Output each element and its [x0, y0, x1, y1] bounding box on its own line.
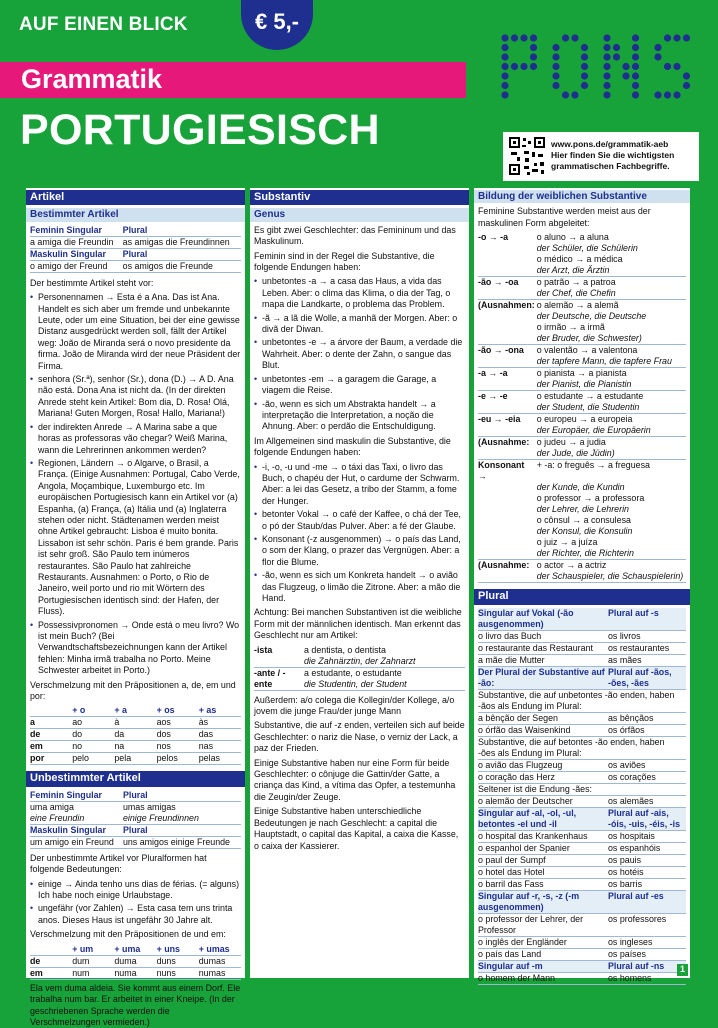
paragraph: Achtung: Bei manchen Substantiven ist die weibliche Form mit der männlichen identisch. Man erkennt das Geschlecht nur am Artikel:: [254, 607, 462, 641]
ending-cell: [478, 254, 537, 265]
table-row: [478, 356, 686, 368]
definite-article-table: Feminin Singular Plural a amiga die Freundin as amigas die Freundinnen Maskulin Singular Plural o amigo der Freund os amigos die Freunde: [30, 225, 241, 273]
ending-cell: [478, 265, 537, 277]
indefinite-article-table: Feminin Singular Plural uma amiga umas amigas eine Freundin einige Freundinnen Maskulin Singular Plural um amigo ein Freund uns amigos einige Freunde: [30, 790, 241, 849]
subsection-heading: Bildung der weiblichen Substantive: [474, 190, 690, 203]
subsection-heading: Bestimmter Artikel: [26, 208, 245, 221]
logo-dot: [562, 34, 569, 41]
ending-cell: [478, 402, 537, 414]
table-row: [478, 322, 686, 333]
logo-dot: [654, 53, 661, 60]
subsection-heading: Genus: [250, 208, 469, 221]
ending-cell: (Ausnahme:: [478, 560, 530, 571]
ending-cell: -e → -e: [478, 391, 508, 402]
logo-dot: [632, 53, 639, 60]
subtitle: Grammatik: [21, 64, 163, 94]
logo-dot: [632, 72, 639, 79]
list-item: • -ão, wenn es sich um Konkreta handelt → o avião das Flugzeug, o limão die Zitrone. Aber: a mão die Hand.: [254, 570, 465, 604]
paragraph: Verschmelzung mit den Präpositionen a, de, em und por:: [30, 679, 236, 702]
ending-cell: [478, 288, 537, 300]
plural-vowel-table: Singular auf Vokal (-ão ausgenommen) Plural auf -s o livro das Buch os livros o restaurante das Restaurant os restaurantes a mãe die Mutter as mães Der Plural der Substantive auf -ão: Plural auf -ãos, -ões, -ães Substantive, die auf unbetontes -ão enden, haben -ãos als Endung im Plural: a bênção der Segen as bênçãos o órfão das Waisenkind os órfãos Substantive, die auf betontes -ão enden, haben -ões als Endung im Plural: o avião das Flugzeug os aviões o coração das Herz os corações Seltener ist die Endung -ães: o alemão der Deutscher os alemães Singular auf -al, -ol, -ul, betontes -el und -il Plural auf -ais, -óis, -uis, -éis, -is o hospital das Krankenhaus os hospitais o espanhol der Spanier os espanhóis o paul der Sumpf os pauis o hotel das Hotel os hotéis o barril das Fass os barris Singular auf -r, -s, -z (-m ausgenommen) Plural auf -es o professor der Lehrer, der Professor os professores o inglês der Engländer os ingleses o país das Land os países Singular auf -m Plural auf -ns o homem der Mann os homens: [478, 608, 686, 985]
table-row: [478, 526, 686, 537]
logo-dot: [603, 82, 610, 89]
logo-dot: [613, 53, 620, 60]
ending-cell: [478, 425, 537, 437]
table-row: [478, 379, 686, 391]
logo-dot: [552, 44, 559, 51]
logo-dot: [530, 53, 537, 60]
section-heading: Substantiv: [250, 190, 469, 205]
logo-dot: [571, 34, 578, 41]
example-cell: der Richter, die Richterin: [537, 548, 686, 560]
ending-cell: [478, 333, 537, 345]
logo-dot: [571, 91, 578, 98]
ending-cell: [478, 504, 537, 515]
table-row: [478, 571, 686, 583]
ending-cell: [478, 243, 537, 254]
paragraph: Verschmelzung mit den Präpositionen de und em:: [30, 929, 226, 940]
paragraph: Der bestimmte Artikel steht vor:: [30, 277, 154, 288]
paragraph: Feminin sind in der Regel die Substantive, die folgende Endungen haben:: [254, 250, 435, 273]
table-row: [478, 243, 686, 254]
paragraph: Feminine Substantive werden meist aus der maskulinen Form abgeleitet:: [478, 206, 651, 228]
logo-dot: [501, 91, 508, 98]
logo-dot: [632, 82, 639, 89]
page-title: PORTUGIESISCH: [20, 106, 380, 154]
example-cell: o professor → a professora: [536, 493, 645, 504]
example-cell: der Pianist, die Pianistin: [537, 379, 686, 391]
example-cell: der Konsul, die Konsulin: [536, 526, 633, 537]
ending-cell: [478, 515, 537, 526]
list-item: • einige → Ainda tenho uns dias de férias. (= alguns) Ich habe noch einige Urlaubstage.: [30, 879, 241, 902]
logo-dot: [654, 44, 661, 51]
qr-code-icon: [508, 136, 546, 176]
ending-cell: [478, 526, 537, 537]
table-row: [478, 560, 686, 572]
logo-dot: [581, 44, 588, 51]
logo-dot: [552, 63, 559, 70]
page-number: 1: [677, 964, 688, 976]
table-row: [478, 288, 686, 300]
ending-cell: [478, 548, 537, 560]
logo-dot: [530, 44, 537, 51]
logo-dot: [664, 91, 671, 98]
example-cell: o patrão → a patroa: [536, 277, 616, 288]
example-cell: o aluno → a aluna: [536, 232, 609, 243]
ending-cell: [478, 493, 537, 504]
logo-dot: [581, 53, 588, 60]
list-item: • unbetontes -a → a casa das Haus, a vida das Leben. Aber: o clima das Klima, o dia der Tag, o mapa die Landkarte, o problema das Problem.: [254, 276, 465, 310]
example-cell: o actor → a actriz: [536, 560, 607, 571]
logo-dot: [501, 72, 508, 79]
table-row: [478, 368, 686, 380]
table-row: [478, 254, 686, 265]
indefinite-contraction-table: + um + uma + uns + umas de dum duma duns dumas em num numa nuns numas: [30, 944, 241, 980]
table-row: [478, 232, 686, 243]
list-item: • -i, -o, -u und -me → o táxi das Taxi, o livro das Buch, o chapéu der Hut, o cardume der Schwarm. Aber: a lei das Gesetz, a tribo der Stamm, a fome der Hunger.: [254, 462, 465, 508]
table-row: [478, 448, 686, 460]
table-row: [478, 515, 686, 526]
logo-dot: [520, 34, 527, 41]
list-item: • betonter Vokal → o café der Kaffee, o chá der Tee, o pó der Staub/das Pulver. Aber: a fé der Glaube.: [254, 509, 465, 532]
ending-cell: [478, 311, 537, 322]
example-cell: o irmão → a irmã: [536, 322, 605, 333]
list-item: • -ã → a lã die Wolle, a manhã der Morgen. Aber: o divã der Diwan.: [254, 313, 465, 336]
table-row: [478, 504, 686, 515]
logo-dot: [673, 34, 680, 41]
list-item: • der indirekten Anrede → A Marina sabe a que horas as professoras vão chegar? Weiß Marina, wann die Lehrerinnen ankommen werden?: [30, 422, 241, 456]
paragraph: Substantive, die auf -z enden, verteilen sich auf beide Geschlechter: o nariz die Nase, o verniz der Lack, a paz der Frieden.: [254, 720, 465, 754]
logo-dot: [632, 91, 639, 98]
table-row: [478, 333, 686, 345]
paragraph: Es gibt zwei Geschlechter: das Femininum und das Maskulinum.: [254, 224, 456, 247]
logo-dot: [683, 34, 690, 41]
logo-dot: [683, 82, 690, 89]
brand-logo: [497, 30, 702, 100]
paragraph: Einige Substantive haben unterschiedliche Bedeutungen je nach Geschlecht: a capital die Hauptstadt, o capital das Kapital, a caixa die Kasse, o caixa der Kassierer.: [254, 806, 459, 851]
meaning-list: [30, 879, 241, 927]
list-item: • unbetontes -e → a árvore der Baum, a verdade die Wahrheit. Aber: o dente der Zahn, o sangue das Blut.: [254, 337, 465, 371]
logo-dot: [603, 63, 610, 70]
ending-cell: [478, 322, 537, 333]
paragraph: Im Allgemeinen sind maskulin die Substantive, die folgende Endungen haben:: [254, 435, 451, 458]
section-heading: Unbestimmter Artikel: [26, 771, 245, 786]
list-item: • -ão, wenn es sich um Abstrakta handelt → a interpretação die Interpretation, a noção die Ahnung. Aber: o perdão die Entschuldigung.: [254, 399, 465, 433]
example-cell: der Schüler, die Schülerin: [536, 243, 638, 254]
logo-dot: [501, 82, 508, 89]
qr-info-box: [503, 132, 699, 181]
section-heading: Artikel: [26, 190, 245, 205]
table-row: [478, 482, 686, 493]
logo-dot: [673, 91, 680, 98]
table-row: [478, 402, 686, 414]
table-row: [478, 345, 686, 357]
qr-note-1: Hier finden Sie die wichtigsten: [551, 150, 675, 160]
logo-dot: [603, 44, 610, 51]
ending-cell: -ão → -ona: [478, 345, 524, 356]
logo-dot: [511, 34, 518, 41]
table-row: [478, 548, 686, 560]
paragraph: Ela vem duma aldeia. Sie kommt aus einem Dorf. Ele trabalha num bar. Er arbeitet in einer Kneipe. (In der geschriebenen Sprache werden die Verschmelzungen vermieden.): [30, 982, 241, 1027]
qr-note-2: grammatischen Fachbegriffe.: [551, 161, 670, 171]
ending-cell: Konsonant →: [478, 460, 525, 482]
logo-dot: [501, 53, 508, 60]
logo-dot: [683, 72, 690, 79]
example-cell: der Jude, die Jüdin): [537, 448, 686, 460]
table-row: [478, 265, 686, 277]
preposition-contraction-table: + o + a + os + as a ao à aos às de do da dos das em no na nos nas por pelo pela pelos pelas: [30, 705, 241, 765]
logo-dot: [632, 34, 639, 41]
example-cell: der Chef, die Chefin: [537, 288, 686, 300]
ending-cell: -o → -a: [478, 232, 509, 243]
example-cell: o europeu → a europeia: [536, 414, 633, 425]
logo-dot: [664, 34, 671, 41]
ending-cell: [478, 537, 537, 548]
logo-dot: [654, 91, 661, 98]
example-cell: der Arzt, die Ärztin: [537, 265, 686, 277]
logo-dot: [622, 63, 629, 70]
ending-cell: -ão → -oa: [478, 277, 519, 288]
example-cell: o cônsul → a consulesa: [536, 515, 631, 526]
list-item: • Personennamen → Esta é a Ana. Das ist Ana. Handelt es sich aber um fremde und unbekannte Leute, oder um eine Situation, bei der eine gewisse Distanz ausgedrückt werden soll, fällt der Artikel weg: João de Miranda será o novo presidente da firma. João de Miranda wird der neue Präsident der Firma.: [30, 292, 241, 372]
ending-cell: [478, 571, 537, 583]
column-substantiv: [250, 188, 469, 978]
feminine-formation-table: [478, 232, 686, 583]
paragraph: Einige Substantive haben nur eine Form für beide Geschlechter: o cônjuge die Gattin/der Gatte, a criança das Kind, a vítima das Opfer, a testemunha die Zeugin/der Zeuge.: [254, 757, 456, 802]
logo-dot: [622, 72, 629, 79]
example-cell: o pianista → a pianista: [536, 368, 627, 379]
logo-dot: [581, 63, 588, 70]
table-row: [478, 493, 686, 504]
logo-dot: [530, 63, 537, 70]
example-cell: o juiz → a juíza: [536, 537, 598, 548]
logo-dot: [603, 91, 610, 98]
list-item: • senhora (Sr.ª), senhor (Sr.), dona (D.) → A D. Ana não está. Dona Ana ist nicht da. (In der direkten Anrede steht kein Artikel: Bom dia, D. Rosa! Olá, Mariana! Guten Morgen, Rosa! Hallo, Mariana!): [30, 374, 241, 420]
ending-cell: (Ausnahmen:: [478, 300, 535, 311]
table-row: [478, 391, 686, 403]
logo-dot: [632, 63, 639, 70]
logo-dot: [581, 82, 588, 89]
logo-dot: [552, 82, 559, 89]
example-cell: o estudante → a estudante: [536, 391, 644, 402]
logo-dot: [581, 72, 588, 79]
logo-dot: [632, 44, 639, 51]
ending-cell: [478, 448, 537, 460]
example-cell: der Europäer, die Europäerin: [537, 425, 686, 437]
column-bildung-plural: [474, 188, 690, 983]
ending-cell: [478, 379, 537, 391]
list-item: • Regionen, Ländern → o Algarve, o Brasil, a França. (Einige Ausnahmen: Portugal, Cabo Verde, Angola, Moçambique, Luxemburgo etc. Im europäischen Portugiesisch kann ein Artikel vor (a) Espanha, (a) França, (a) Itália und (a) Inglaterra stehen oder nicht. Städtenamen werden meist ohne Artikel gebraucht: Lisboa é muito bonita. Lissabon ist sehr schön. Paris é bem grande. Paris ist sehr groß. São Paulo tem inúmeros restaurantes. São Paulo hat zahlreiche Restaurants. Ausnahmen: o Porto, o Rio de Janeiro, weil porto und rio mit Wörtern des Portugiesischen identisch sind: der Hafen, der Fluss).: [30, 458, 241, 618]
table-row: [478, 425, 686, 437]
table-row: [478, 311, 686, 322]
table-row: [478, 277, 686, 289]
list-item: • Konsonant (-z ausgenommen) → o país das Land, o som der Klang, o prazer das Vergnügen. Aber: a flor die Blume.: [254, 534, 465, 568]
paragraph: Der unbestimmte Artikel vor Pluralformen hat folgende Bedeutungen:: [30, 852, 207, 875]
example-cell: der Kunde, die Kundin: [536, 482, 625, 493]
logo-dot: [501, 44, 508, 51]
logo-dot: [511, 63, 518, 70]
list-item: • ungefähr (vor Zahlen) → Esta casa tem uns trinta anos. Dieses Haus ist ungefähr 30 Jahre alt.: [30, 903, 241, 926]
usage-list: [30, 292, 241, 676]
logo-dot: [520, 63, 527, 70]
logo-dot: [552, 53, 559, 60]
series-label: AUF EINEN BLICK: [19, 14, 188, 35]
example-cell: o alemão → a alemã: [536, 300, 619, 311]
table-row: [478, 300, 686, 312]
logo-dot: [603, 53, 610, 60]
masculine-endings-list: [254, 462, 465, 605]
common-gender-table: -ista a dentista, o dentista die Zahnärztin, der Zahnarzt -ante / -ente a estudante, o estudante die Studentin, der Student: [254, 645, 465, 691]
example-cell: der Deutsche, die Deutsche: [536, 311, 647, 322]
logo-dot: [603, 34, 610, 41]
logo-dot: [603, 72, 610, 79]
ending-cell: [478, 482, 537, 493]
logo-dot: [501, 63, 508, 70]
table-row: [478, 414, 686, 426]
example-cell: der Schauspieler, die Schauspielerin): [537, 571, 686, 583]
ending-cell: -eu → -eia: [478, 414, 521, 425]
qr-caption: [551, 139, 674, 172]
ending-cell: (Ausnahme:: [478, 437, 530, 448]
ending-cell: -a → -a: [478, 368, 508, 379]
logo-dot: [664, 63, 671, 70]
logo-dot: [613, 44, 620, 51]
logo-dot: [562, 91, 569, 98]
logo-dot: [501, 34, 508, 41]
ending-cell: [478, 356, 537, 368]
example-cell: o judeu → a judia: [536, 437, 606, 448]
example-cell: der Lehrer, die Lehrerin: [536, 504, 629, 515]
example-cell: o médico → a médica: [536, 254, 623, 265]
example-cell: der Student, die Studentin: [537, 402, 686, 414]
feminine-endings-list: [254, 276, 465, 432]
logo-dot: [552, 72, 559, 79]
logo-dot: [673, 63, 680, 70]
table-row: [478, 437, 686, 449]
table-row: [478, 537, 686, 548]
example-cell: o valentão → a valentona: [536, 345, 638, 356]
list-item: • Possessivpronomen → Onde está o meu livro? Wo ist mein Buch? (Bei Verwandtschaftsbezeichnungen kann der Artikel fehlen: Minha irmã trabalha no Porto. Meine Schwester arbeitet in Porto.): [30, 620, 241, 677]
paragraph: Außerdem: a/o colega die Kollegin/der Kollege, a/o jovem die junge Frau/der junge Mann: [254, 694, 455, 717]
cover-header: [0, 0, 718, 185]
table-row: [478, 460, 686, 483]
price-badge: € 5,-: [241, 0, 313, 50]
example-cell: der tapfere Mann, die tapfere Frau: [537, 356, 686, 368]
example-cell: + -a: o freguês → a freguesa: [536, 460, 650, 471]
logo-dot: [530, 34, 537, 41]
section-heading: Plural: [474, 589, 690, 604]
example-cell: der Bruder, die Schwester): [537, 333, 686, 345]
list-item: • unbetontes -em → a garagem die Garage, a viagem die Reise.: [254, 374, 465, 397]
column-artikel: [26, 188, 245, 1027]
qr-url[interactable]: www.pons.de/grammatik-aeb: [551, 139, 669, 149]
